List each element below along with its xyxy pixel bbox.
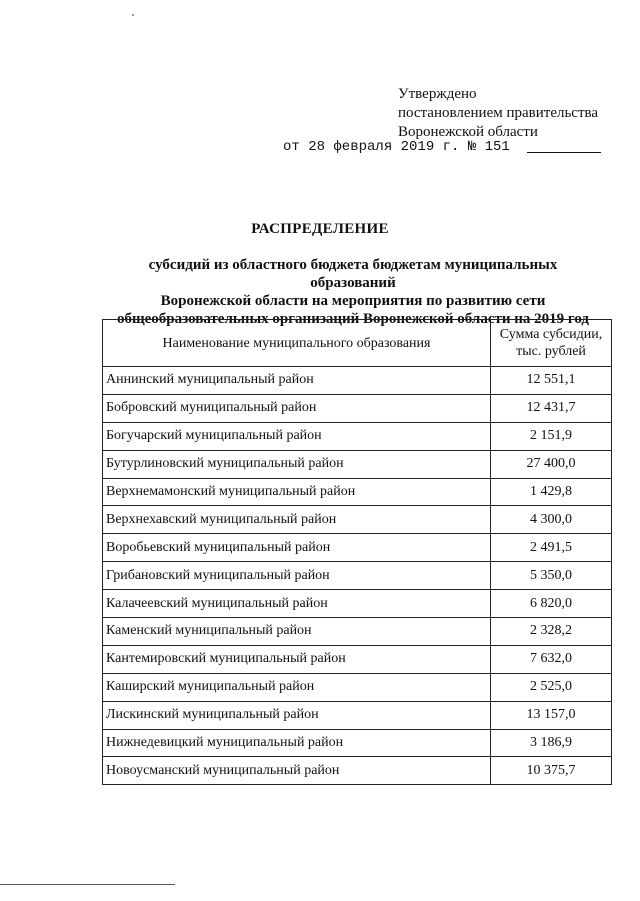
subsidy-amount: 3 186,9 xyxy=(491,729,612,757)
header-sum-line: Сумма субсидии, xyxy=(499,327,603,342)
subsidy-amount: 5 350,0 xyxy=(491,562,612,590)
subsidy-amount: 10 375,7 xyxy=(491,757,612,785)
municipality-name: Верхнемамонский муниципальный район xyxy=(103,478,491,506)
table-row xyxy=(103,645,612,673)
table-row xyxy=(103,590,612,618)
table-row xyxy=(103,422,612,450)
municipality-name: Бобровский муниципальный район xyxy=(103,394,491,422)
table-body xyxy=(103,367,612,785)
table-row xyxy=(103,729,612,757)
municipality-name: Верхнехавский муниципальный район xyxy=(103,506,491,534)
footer-rule xyxy=(0,884,175,885)
municipality-name: Нижнедевицкий муниципальный район xyxy=(103,729,491,757)
header-sum-line: тыс. рублей xyxy=(516,344,586,359)
subsidy-amount: 6 820,0 xyxy=(491,590,612,618)
municipality-name: Кантемировский муниципальный район xyxy=(103,645,491,673)
subsidy-amount: 2 491,5 xyxy=(491,534,612,562)
approval-line: Воронежской области xyxy=(398,124,538,140)
subsidy-amount: 7 632,0 xyxy=(491,645,612,673)
municipality-name: Богучарский муниципальный район xyxy=(103,422,491,450)
subtitle-line: Воронежской области на мероприятия по развитию сети xyxy=(160,293,546,309)
decree-blank-line xyxy=(527,152,601,153)
subsidy-amount: 27 400,0 xyxy=(491,450,612,478)
header-subsidy-sum xyxy=(491,320,612,367)
approval-line: постановлением правительства xyxy=(398,105,599,121)
subsidy-amount: 2 151,9 xyxy=(491,422,612,450)
table-row xyxy=(103,450,612,478)
municipality-name: Калачеевский муниципальный район xyxy=(103,590,491,618)
table-row xyxy=(103,394,612,422)
municipality-name: Воробьевский муниципальный район xyxy=(103,534,491,562)
municipality-name: Грибановский муниципальный район xyxy=(103,562,491,590)
subtitle-line: общеобразовательных организаций Воронежской области на 2019 год xyxy=(116,311,589,327)
scan-speck xyxy=(132,14,134,16)
table-row xyxy=(103,673,612,701)
municipality-name: Бутурлиновский муниципальный район xyxy=(103,450,491,478)
document-title: РАСПРЕДЕЛЕНИЕ xyxy=(251,221,389,237)
table-row xyxy=(103,618,612,646)
table-row xyxy=(103,701,612,729)
municipality-name: Аннинский муниципальный район xyxy=(103,367,491,395)
municipality-name: Новоусманский муниципальный район xyxy=(103,757,491,785)
subsidy-amount: 2 525,0 xyxy=(491,673,612,701)
municipality-name: Лискинский муниципальный район xyxy=(103,701,491,729)
table-header-row xyxy=(103,320,612,367)
table-row xyxy=(103,478,612,506)
subsidy-amount: 1 429,8 xyxy=(491,478,612,506)
subsidy-amount: 13 157,0 xyxy=(491,701,612,729)
table-row xyxy=(103,506,612,534)
subsidy-amount: 2 328,2 xyxy=(491,618,612,646)
municipality-name: Каширский муниципальный район xyxy=(103,673,491,701)
approval-line: Утверждено xyxy=(398,86,477,102)
subsidy-table xyxy=(102,319,612,785)
table-row xyxy=(103,562,612,590)
subsidy-amount: 12 551,1 xyxy=(491,367,612,395)
subsidy-amount: 4 300,0 xyxy=(491,506,612,534)
subtitle-line: субсидий из областного бюджета бюджетам муниципальных образований xyxy=(148,257,558,291)
approval-block xyxy=(398,85,598,142)
table-row xyxy=(103,367,612,395)
subsidy-amount: 12 431,7 xyxy=(491,394,612,422)
header-municipality: Наименование муниципального образования xyxy=(103,320,491,367)
document-subtitle xyxy=(108,256,598,328)
municipality-name: Каменский муниципальный район xyxy=(103,618,491,646)
decree-date-number: от 28 февраля 2019 г. № 151 xyxy=(283,139,510,155)
table-row xyxy=(103,534,612,562)
table-row xyxy=(103,757,612,785)
